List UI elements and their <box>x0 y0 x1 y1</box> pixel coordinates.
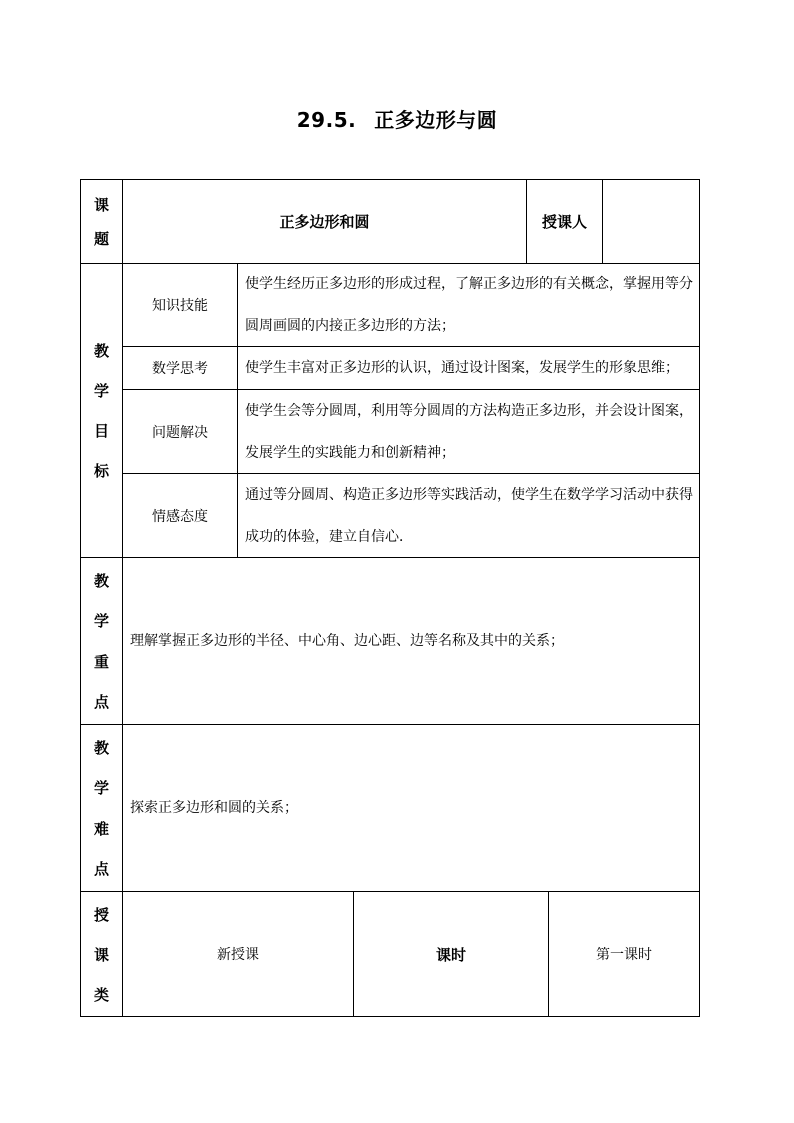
key-points-text: 理解掌握正多边形的半径、中心角、边心距、边等名称及其中的关系； <box>130 633 564 649</box>
objective-text: 使学生经历正多边形的形成过程，了解正多边形的有关概念，掌握用等分圆周画圆的内接正多边形的方法； <box>245 276 693 334</box>
objective-category: 知识技能 <box>152 298 208 314</box>
objective-text: 使学生丰富对正多边形的认识，通过设计图案，发展学生的形象思维； <box>245 360 679 376</box>
section-number: 29.5. <box>296 108 357 132</box>
objective-category: 问题解决 <box>152 424 208 441</box>
section-title: 正多边形与圆 <box>374 108 498 132</box>
period-label: 课时 <box>435 945 466 964</box>
difficulties-text: 探索正多边形和圆的关系； <box>130 800 298 816</box>
objective-text: 使学生会等分圆周，利用等分圆周的方法构造正多边形，并会设计图案，发展学生的实践能力和创新精神； <box>245 402 693 461</box>
page-title <box>0 104 794 133</box>
ke-ti-value: 正多边形和圆 <box>279 213 370 231</box>
teacher-label: 授课人 <box>541 213 587 231</box>
lesson-type-value: 新授课 <box>217 947 259 963</box>
teacher-value <box>603 180 699 263</box>
period-value: 第一课时 <box>596 947 652 963</box>
key-points-label: 教 学 重 点 <box>93 571 109 712</box>
objectives-label: 教 学 目 标 <box>93 341 109 481</box>
ke-ti-label: 课 题 <box>93 196 109 248</box>
objective-category: 情感态度 <box>152 508 208 525</box>
difficulties-label: 教 学 难 点 <box>93 738 109 879</box>
lesson-type-label: 授 课 类 <box>93 905 109 1004</box>
objective-category: 数学思考 <box>152 361 208 377</box>
objective-text: 通过等分圆周、构造正多边形等实践活动，使学生在数学学习活动中获得成功的体验，建立自信心． <box>245 486 693 545</box>
